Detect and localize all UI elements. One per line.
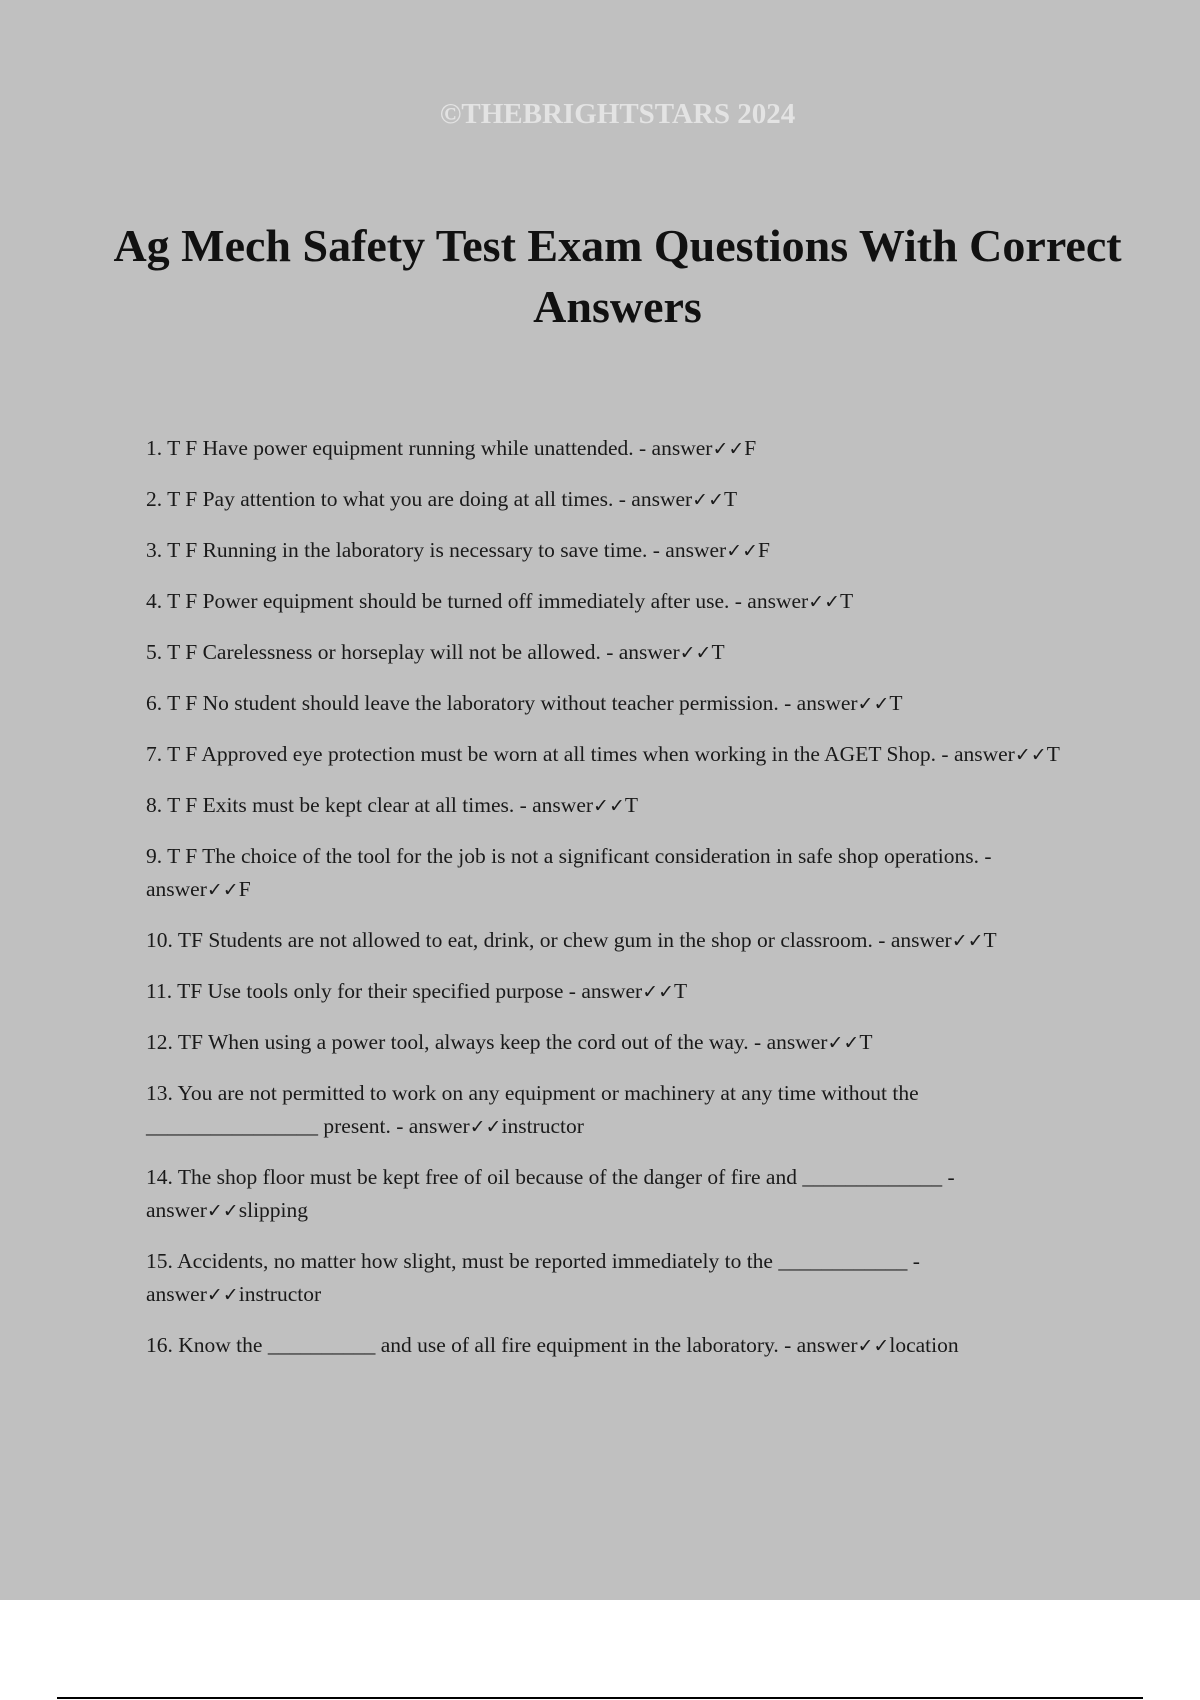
question-item [146, 585, 1096, 619]
double-check-icon: ✓✓ [1014, 744, 1047, 766]
question-text: 4. T F Power equipment should be turned off immediately after use. - [146, 589, 748, 613]
answer-value: T [674, 979, 688, 1003]
question-text: 14. The shop floor must be kept free of oil because of the danger of fire and _____________ - [146, 1165, 955, 1189]
answer-label: answer [146, 1198, 207, 1222]
copyright-watermark: ©THEBRIGHTSTARS 2024 [439, 98, 796, 130]
question-text: 11. TF Use tools only for their specified purpose - [146, 979, 582, 1003]
question-text: 3. T F Running in the laboratory is necessary to save time. - [146, 538, 666, 562]
answer-label: answer [665, 538, 727, 562]
footer-divider [57, 1697, 1143, 1699]
question-item [146, 840, 1096, 907]
answer-value: slipping [238, 1198, 309, 1222]
answer-value: instructor [238, 1282, 322, 1306]
question-text: 10. TF Students are not allowed to eat, drink, or chew gum in the shop or classroom. - [146, 928, 891, 952]
double-check-icon: ✓✓ [726, 540, 759, 562]
answer-value: location [889, 1333, 959, 1357]
double-check-icon: ✓✓ [206, 1200, 239, 1222]
answer-value: F [238, 877, 251, 901]
answer-value: instructor [501, 1114, 584, 1138]
question-text: 2. T F Pay attention to what you are doing at all times. - [146, 487, 632, 511]
question-text: 12. TF When using a power tool, always keep the cord out of the way. - [146, 1030, 767, 1054]
answer-label: answer [408, 1114, 470, 1138]
double-check-icon: ✓✓ [857, 1335, 890, 1357]
double-check-icon: ✓✓ [827, 1032, 860, 1054]
answer-label: answer [146, 1282, 207, 1306]
answer-value: T [1046, 742, 1060, 766]
question-text: 15. Accidents, no matter how slight, must be reported immediately to the ____________ - [146, 1249, 920, 1273]
answer-label: answer [581, 979, 643, 1003]
question-item [146, 1161, 1096, 1228]
answer-label: answer [631, 487, 693, 511]
question-item [146, 1077, 1096, 1144]
question-item [146, 1026, 1096, 1060]
double-check-icon: ✓✓ [857, 693, 890, 715]
question-item [146, 789, 1096, 823]
double-check-icon: ✓✓ [951, 930, 984, 952]
answer-value: T [983, 928, 997, 952]
question-text: 6. T F No student should leave the laboratory without teacher permission. - [146, 691, 797, 715]
answer-label: answer [146, 877, 207, 901]
answer-label: answer [796, 691, 858, 715]
answer-label: answer [532, 793, 594, 817]
question-item [146, 1245, 1096, 1312]
question-list [146, 432, 1096, 1380]
question-item [146, 483, 1096, 517]
answer-value: T [859, 1030, 873, 1054]
question-text: 1. T F Have power equipment running while unattended. - [146, 436, 652, 460]
question-item [146, 738, 1096, 772]
double-check-icon: ✓✓ [593, 795, 625, 817]
question-item [146, 534, 1096, 568]
double-check-icon: ✓✓ [692, 489, 725, 511]
answer-label: answer [796, 1333, 858, 1357]
answer-label: answer [766, 1030, 828, 1054]
question-text: 8. T F Exits must be kept clear at all times. - [146, 793, 533, 817]
question-text: 16. Know the __________ and use of all fire equipment in the laboratory. - [146, 1333, 797, 1357]
answer-value: T [840, 589, 854, 613]
answer-value: F [758, 538, 770, 562]
double-check-icon: ✓✓ [712, 438, 745, 460]
question-item [146, 687, 1096, 721]
double-check-icon: ✓✓ [642, 981, 675, 1003]
question-item [146, 975, 1096, 1009]
question-item [146, 432, 1096, 466]
answer-value: T [724, 487, 738, 511]
answer-label: answer [747, 589, 809, 613]
question-text: 7. T F Approved eye protection must be worn at all times when working in the AGET Shop. - [146, 742, 954, 766]
answer-value: T [624, 793, 639, 817]
double-check-icon: ✓✓ [206, 1284, 239, 1306]
question-text: 13. You are not permitted to work on any equipment or machinery at any time without the ________________ present. - [146, 1081, 919, 1138]
document-title: Ag Mech Safety Test Exam Questions With Correct Answers [113, 220, 1122, 332]
answer-value: T [711, 640, 725, 664]
question-text: 5. T F Carelessness or horseplay will not be allowed. - [146, 640, 619, 664]
answer-label: answer [953, 742, 1015, 766]
double-check-icon: ✓✓ [808, 591, 841, 613]
question-text: 9. T F The choice of the tool for the job is not a significant consideration in safe shop operations. - [146, 844, 992, 868]
answer-value: F [744, 436, 757, 460]
question-item [146, 924, 1096, 958]
question-item [146, 636, 1096, 670]
double-check-icon: ✓✓ [206, 879, 239, 901]
question-item [146, 1329, 1096, 1363]
double-check-icon: ✓✓ [469, 1116, 502, 1138]
answer-label: answer [618, 640, 680, 664]
answer-label: answer [651, 436, 713, 460]
answer-label: answer [890, 928, 952, 952]
answer-value: T [889, 691, 903, 715]
double-check-icon: ✓✓ [679, 642, 712, 664]
